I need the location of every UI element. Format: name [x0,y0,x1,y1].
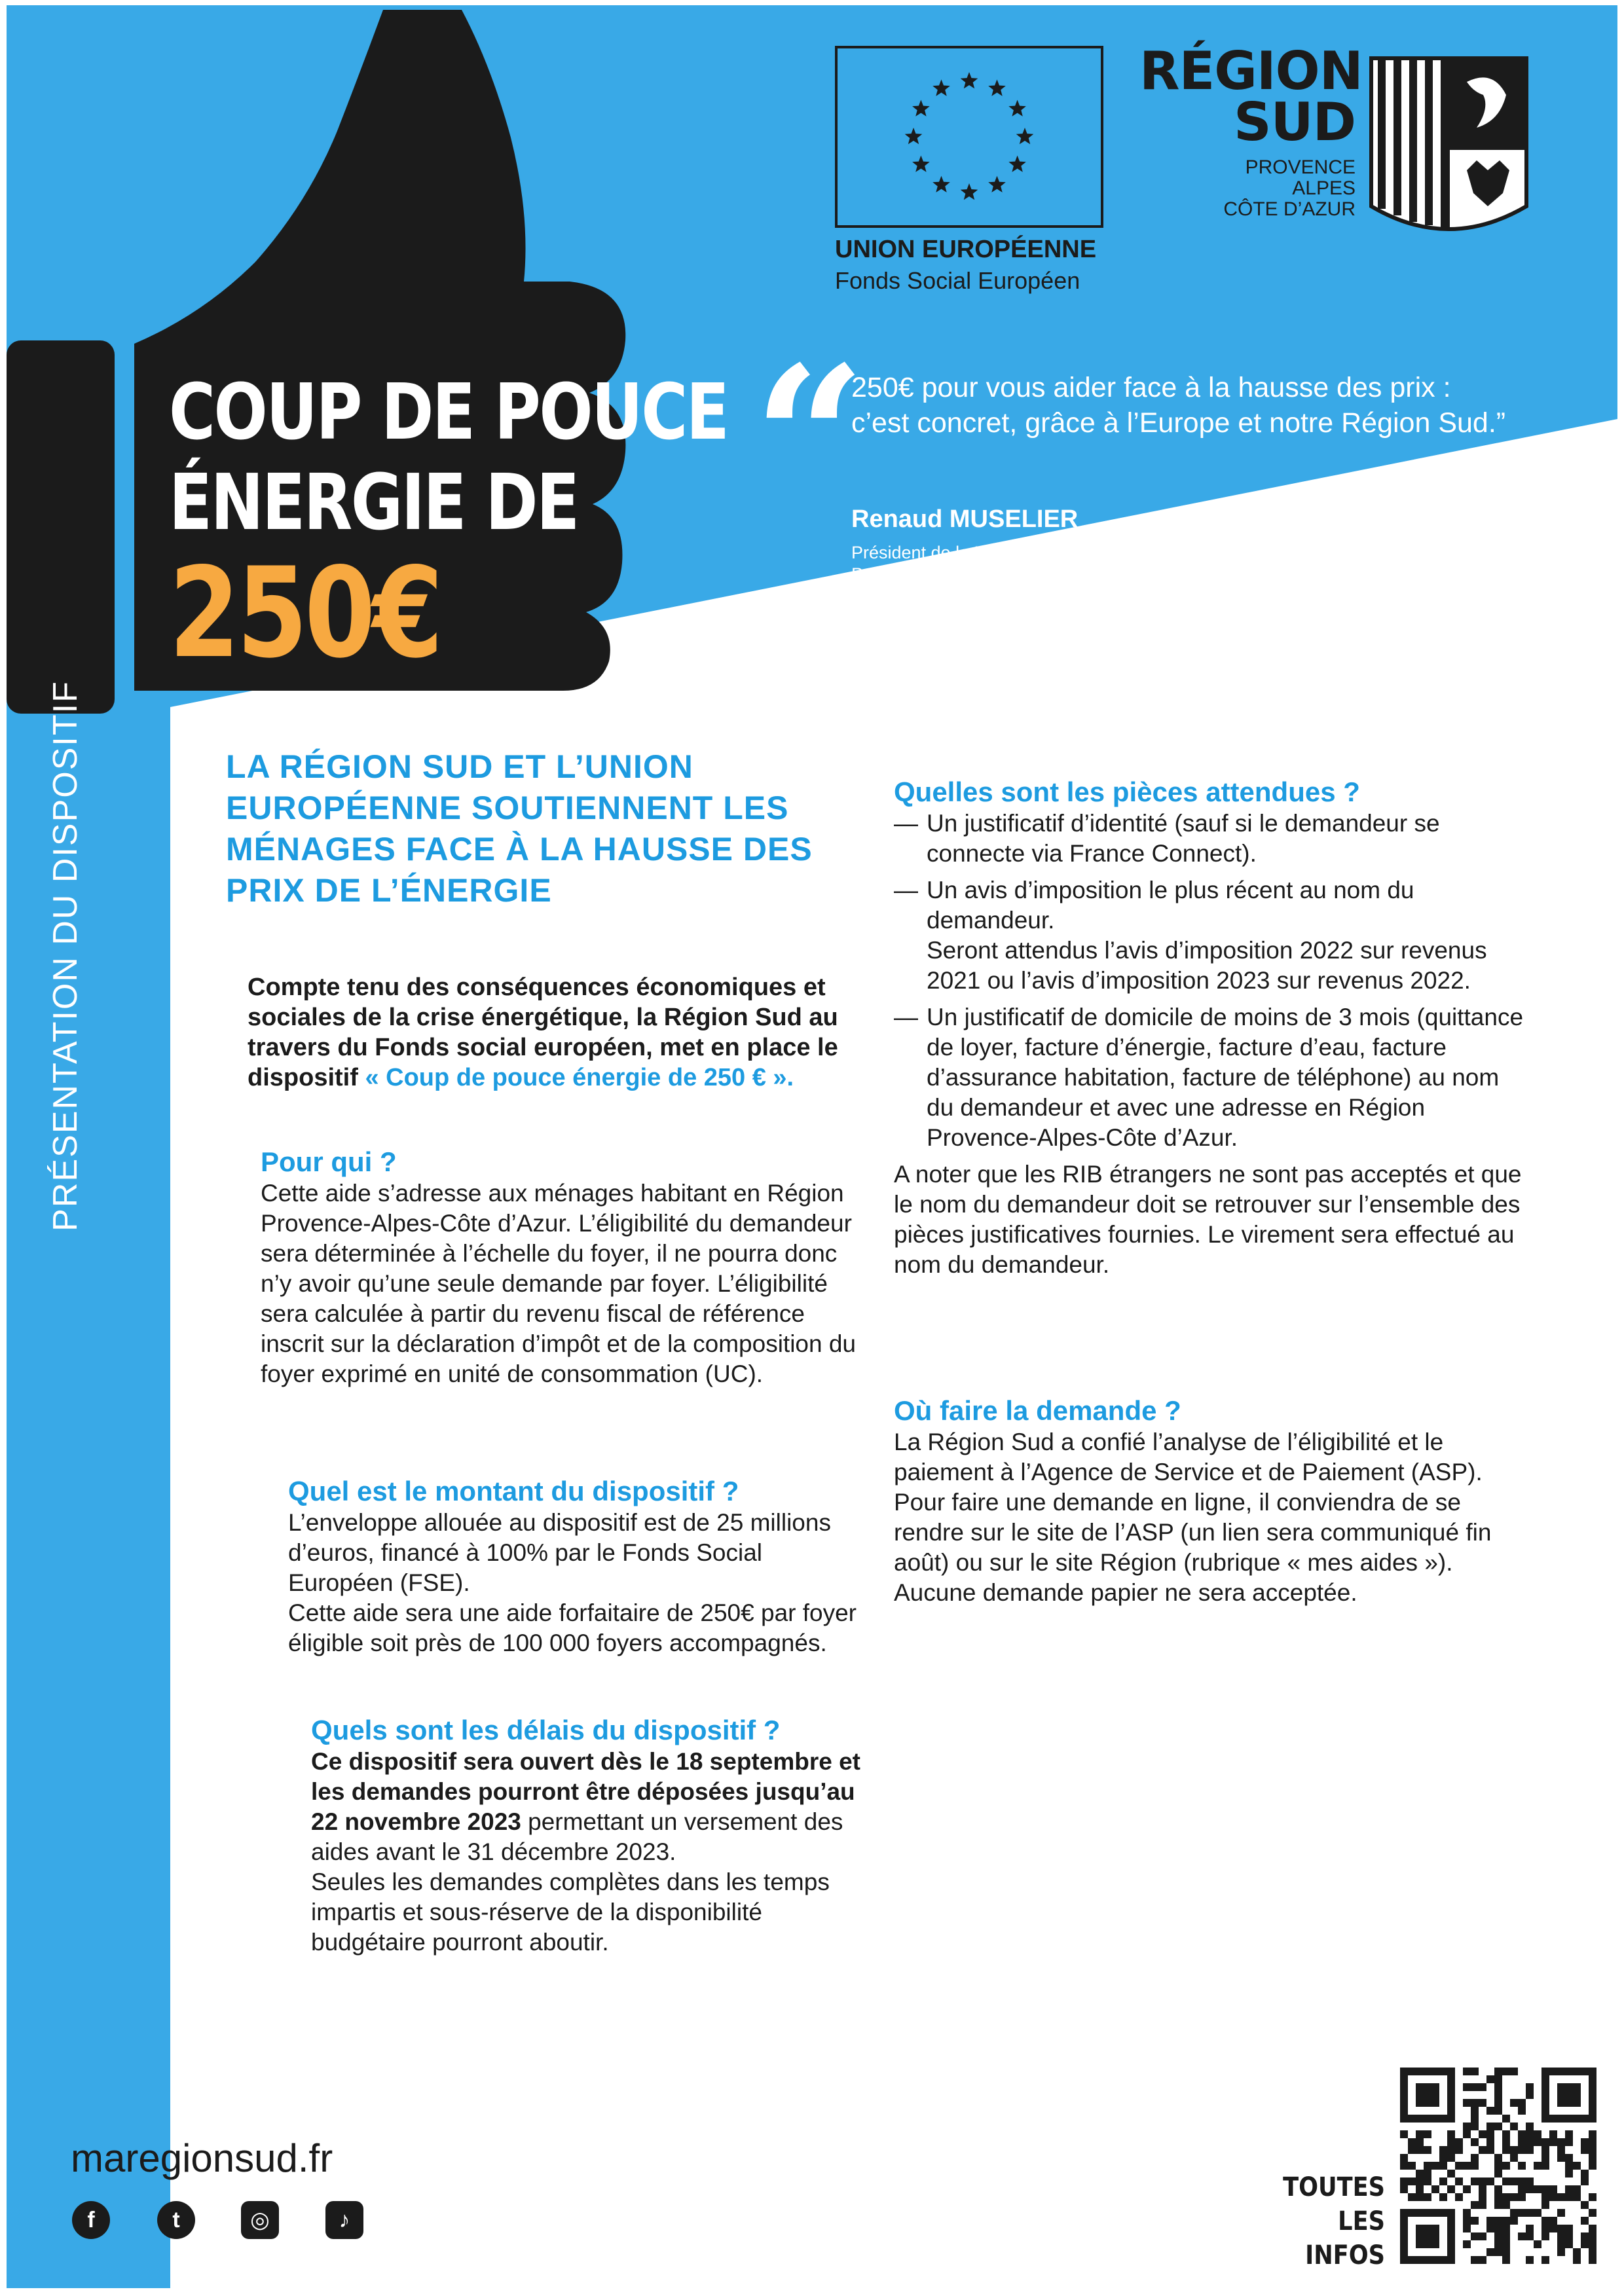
headline-line-3: MÉNAGES FACE À LA HAUSSE DES [226,831,813,867]
delais-title: Quels sont les délais du dispositif ? [311,1715,781,1745]
instagram-icon[interactable]: ◎ [241,2201,279,2239]
eu-star-icon [988,176,1006,192]
eu-star-icon [912,156,930,172]
ou-text-2: Pour faire une demande en ligne, il conviendra de se rendre sur le site de l’ASP (un lien sera communiqué fin août) ou sur le site Région (rubrique « mes aides »). [894,1489,1492,1576]
piece-1: Un justificatif d’identité (sauf si le demandeur se connecte via France Connect). [927,810,1440,867]
quote-role-1: Président de la Région Provence-Alpes-Côte d’Azur [851,543,1259,562]
side-label: PRÉSENTATION DU DISPOSITIF [46,680,84,1231]
region-sub2: ALPES [1292,177,1356,199]
eu-star-icon [932,176,950,192]
pour-qui-text: Cette aide s’adresse aux ménages habitant en Région Provence-Alpes-Côte d’Azur. L’éligibilité du demandeur sera déterminée à l’échelle du foyer, il ne pourra donc n’y avoir qu’une seule demande par foyer. L’éligibilité sera calculée à partir du revenu fiscal de référence inscrit sur la déclaration d’impôt et de la composition du foyer exprimé en unité de consommation (UC). [261,1180,857,1387]
tiktok-icon[interactable]: ♪ [325,2201,363,2239]
quote-role [851,542,1258,585]
eu-star-icon [1016,128,1034,144]
list-item [894,809,1529,869]
region-line2: SUD [1234,92,1356,153]
headline-line-2: EUROPÉENNE SOUTIENNENT LES [226,790,789,826]
list-item [894,875,1529,996]
eu-flag-logo [835,46,1103,228]
pieces-title: Quelles sont les pièces attendues ? [894,776,1360,807]
delais-bold: Ce dispositif sera ouvert dès le 18 septembre et les demandes pourront être déposées jusqu’au 22 novembre 2023 [311,1748,860,1835]
region-line1: RÉGION [1139,41,1363,101]
eu-star-icon [988,79,1006,96]
montant-text-1: L’enveloppe allouée au dispositif est de 25 millions d’euros, financé à 100% par le Fonds Social Européen (FSE). [288,1509,831,1596]
headline-line-1: LA RÉGION SUD ET L’UNION [226,748,693,785]
eu-star-icon [905,128,923,144]
ou-title: Où faire la demande ? [894,1395,1181,1426]
section-ou [894,1394,1529,1608]
eu-star-icon [932,79,950,96]
title-line2: ÉNERGIE DE [169,457,578,547]
delais-text: permettant un versement des aides avant le 31 décembre 2023. [311,1808,843,1865]
title-amount: 250€ [169,541,440,685]
region-sud-logo-text [1139,41,1363,153]
eu-star-icon [1008,100,1026,117]
intro-text: Compte tenu des conséquences économiques et sociales de la crise énergétique, la Région Sud au travers du Fonds social européen, met en place le dispositif [248,974,838,1091]
quote-role-2: Président délégué de Régions de France [851,564,1173,584]
qr-code-icon[interactable] [1400,2068,1596,2264]
region-subtitle [1139,157,1356,220]
infos-line-2: LES INFOS [1305,2206,1385,2270]
ou-text-3: Aucune demande papier ne sera acceptée. [894,1579,1357,1606]
rib-text: A noter que les RIB étrangers ne sont pas acceptés et que le nom du demandeur doit se retrouver sur l’ensemble des pièces justificatives fournies. Le virement sera effectué au nom du demandeur. [894,1161,1522,1278]
section-pour-qui [261,1146,863,1389]
delais-text-2: Seules les demandes complètes dans les temps impartis et sous-réserve de la disponibilité budgétaire pourront aboutir. [311,1868,830,1956]
twitter-icon[interactable]: t [157,2201,195,2239]
region-sub1: PROVENCE [1245,156,1356,178]
facebook-icon[interactable]: f [72,2201,110,2239]
region-coat-of-arms-icon [1369,56,1529,252]
piece-2: Un avis d’imposition le plus récent au nom du demandeur. [927,877,1414,934]
intro-paragraph [248,972,863,1093]
pour-qui-title: Pour qui ? [261,1146,397,1177]
pieces-note: Seront attendus l’avis d’imposition 2022 sur revenus 2021 ou l’avis d’imposition 2023 sur revenus 2022. [927,937,1487,994]
quote-author: Renaud MUSELIER [851,505,1079,533]
eu-title: UNION EUROPÉENNE [835,236,1097,263]
main-headline [226,746,881,911]
quote-text: 250€ pour vous aider face à la hausse des prix : c’est concret, grâce à l’Europe et notre Région Sud.” [851,372,1506,439]
list-item [894,1002,1529,1153]
eu-star-icon [961,72,978,88]
section-delais [311,1714,871,1958]
title-line1: COUP DE POUCE [169,367,728,457]
headline-line-4: PRIX DE L’ÉNERGIE [226,872,552,909]
montant-title: Quel est le montant du dispositif ? [288,1476,739,1506]
eu-star-icon [1008,156,1026,172]
eu-star-icon [912,100,930,117]
eu-subtitle: Fonds Social Européen [835,267,1080,294]
eu-stars-icon [838,48,1101,225]
ou-text-1: La Région Sud a confié l’analyse de l’éligibilité et le paiement à l’Agence de Service et de Paiement (ASP). [894,1429,1483,1485]
section-pieces [894,776,1529,1280]
section-montant [288,1475,871,1658]
infos-line-1: TOUTES [1283,2172,1385,2202]
quote-mark-icon: “ [753,323,866,554]
eu-star-icon [961,183,978,200]
all-infos-label [1261,2170,1385,2272]
page-title [169,367,728,685]
website-link[interactable]: maregionsud.fr [71,2136,333,2180]
piece-3: Un justificatif de domicile de moins de 3 mois (quittance de loyer, facture d’énergie, facture d’eau, facture d’assurance habitation, facture de téléphone) au nom du demandeur et avec une adresse en Région Provence-Alpes-Côte d’Azur. [927,1004,1524,1151]
intro-highlight: « Coup de pouce énergie de 250 € ». [365,1064,794,1091]
region-sub3: CÔTE D’AZUR [1223,198,1356,220]
montant-text-2: Cette aide sera une aide forfaitaire de 250€ par foyer éligible soit près de 100 000 foyers accompagnés. [288,1599,857,1656]
